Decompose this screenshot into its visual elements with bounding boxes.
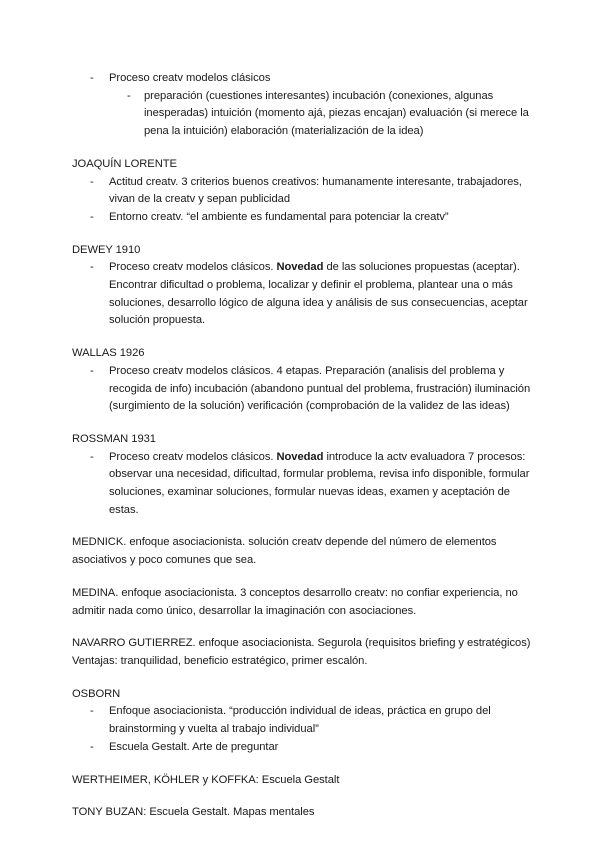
emphasis-novedad: Novedad [276, 261, 324, 274]
list-item-text: Actitud creatv. 3 criterios buenos creativos: humanamente interesante, trabajadores, vivan de la creatv y sepan publicidad [109, 175, 522, 206]
list-item-text: Entorno creatv. “el ambiente es fundamental para potenciar la creatv” [109, 210, 449, 223]
bullet-dash: - [90, 261, 94, 274]
list-item [72, 449, 532, 520]
bullet-dash: - [90, 450, 94, 463]
list-item-text [109, 261, 528, 326]
text-run: Proceso creatv modelos clásicos. [109, 450, 277, 463]
list-item [72, 259, 532, 330]
list-item [72, 363, 532, 416]
list-item [72, 174, 532, 209]
text-run: introduce la actv evaluadora 7 procesos: observar una necesidad, dificultad, formular problema, revisa info disponible, formular soluciones, examinar soluciones, formular nuevas ideas, examen y aceptación de estas. [109, 450, 530, 516]
list-item-text: Escuela Gestalt. Arte de preguntar [109, 740, 279, 753]
paragraph-navarro: NAVARRO GUTIERREZ. enfoque asociacionista. Segurola (requisitos briefing y estratégicos) Ventajas: tranquilidad, beneficio estratégico, primer escalón. [72, 637, 531, 667]
list-item [72, 739, 532, 757]
emphasis-novedad: Novedad [276, 450, 324, 463]
section-heading-osborn: OSBORN [72, 687, 121, 700]
bullet-dash: - [90, 705, 94, 718]
bullet-dash: - [127, 89, 131, 102]
section-heading-wallas: WALLAS 1926 [72, 347, 145, 360]
sub-list-item [72, 88, 532, 141]
paragraph-buzan: TONY BUZAN: Escuela Gestalt. Mapas mentales [72, 806, 315, 819]
list-item [72, 209, 532, 227]
paragraph-mednick: MEDNICK. enfoque asociacionista. solución creatv depende del número de elementos asociativos y poco comunes que sea. [72, 536, 497, 567]
bullet-dash: - [90, 72, 94, 84]
document-body [72, 70, 532, 822]
list-item-text [109, 451, 529, 516]
paragraph-wertheimer: WERTHEIMER, KÖHLER y KOFFKA: Escuela Gestalt [72, 773, 340, 786]
bullet-dash: - [90, 210, 94, 223]
text-run: de las soluciones propuestas (aceptar). Encontrar dificultad o problema, localizar y definir el problema, plantear una o más soluciones, desarrollo lógico de alguna idea y análisis de sus consecuencias, aceptar solución propuesta. [109, 261, 528, 327]
bullet-dash: - [90, 740, 94, 753]
list-item [72, 703, 532, 738]
bullet-dash: - [90, 364, 94, 377]
text-run: Proceso creatv modelos clásicos. [109, 261, 277, 274]
bullet-dash: - [90, 175, 94, 188]
list-item-text: Proceso creatv modelos clásicos. 4 etapas. Preparación (analisis del problema y recogida de info) incubación (abandono puntual del problema, frustración) iluminación (surgimiento de la solución) verificación (comprobación de la validez de las ideas) [109, 364, 531, 413]
section-heading-dewey: DEWEY 1910 [72, 243, 141, 256]
sub-list-item-text: preparación (cuestiones interesantes) incubación (conexiones, algunas inesperadas) intuición (momento ajá, piezas encajan) evaluación (si merece la pena la intuición) elaboración (materialización de la idea) [144, 89, 529, 138]
section-heading-lorente: JOAQUÍN LORENTE [72, 157, 177, 170]
list-item-text: Proceso creatv modelos clásicos [109, 72, 271, 84]
list-item-text: Enfoque asociacionista. “producción individual de ideas, práctica en grupo del brainstorming y vuelta al trabajo individual” [109, 705, 491, 736]
section-heading-rossman: ROSSMAN 1931 [72, 432, 156, 445]
list-item [72, 70, 532, 88]
paragraph-medina: MEDINA. enfoque asociacionista. 3 conceptos desarrollo creatv: no confiar experiencia, no admitir nada como único, desarrollar la imaginación con asociaciones. [72, 586, 518, 617]
